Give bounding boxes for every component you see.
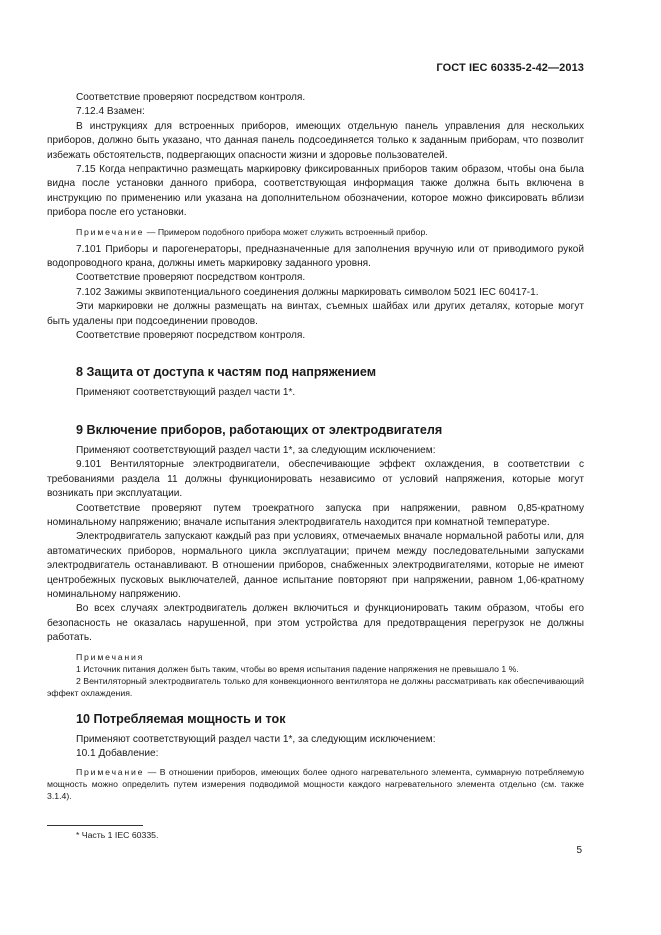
- note-text: Примером подобного прибора может служить встроенный прибор.: [157, 226, 428, 237]
- paragraph: В инструкциях для встроенных приборов, имеющих отдельную панель управления для нескольких приборов, должно быть указано, что данная панель подсоединяется только к заданным приборам, что позволит избежать обстоятельств, подвергающих опасности жизни и здоровье пользователей.: [47, 120, 584, 161]
- footnote-divider: [47, 825, 143, 826]
- paragraph: Соответствие проверяют посредством контроля.: [76, 330, 306, 342]
- paragraph: Применяют соответствующий раздел части 1*, за следующим исключением:: [76, 444, 436, 456]
- note: 1 Источник питания должен быть таким, чтобы во время испытания падение напряжения не превышало 1 %.: [76, 663, 519, 674]
- section-heading-8: 8 Защита от доступа к частям под напряжением: [76, 364, 377, 379]
- paragraph: Применяют соответствующий раздел части 1*.: [76, 386, 296, 398]
- paragraph: Во всех случаях электродвигатель должен включиться и функционировать таким образом, чтобы его безопасность не оказалась нарушенной, при этом устройства для предотвращения перегрузок не должны работать.: [47, 603, 584, 644]
- page-number: 5: [576, 845, 582, 856]
- paragraph: Электродвигатель запускают каждый раз при условиях, отмечаемых вначале нормальной работы или, для автоматических приборов, нормального цикла эксплуатации; причем между последовательными запусками электродвигатель останавливают. В отношении приборов, снабженных электродвигателями, которые не имеют центробежных пусковых выключателей, данное испытание повторяют при напряжении, равном 1,06-кратному номинальному напряжению.: [47, 531, 584, 600]
- paragraph: Соответствие проверяют путем троекратного запуска при напряжении, равном 0,85-кратному номинальному напряжению; вначале испытания электродвигатель находится при комнатной температуре.: [47, 502, 584, 528]
- document-body: [47, 91, 584, 802]
- note-dash: —: [144, 226, 158, 237]
- note-dash: —: [144, 767, 160, 778]
- note: [47, 226, 584, 238]
- paragraph: 7.102 Зажимы эквипотенциального соединения должны маркировать символом 5021 IEC 60417-1.: [76, 286, 539, 298]
- paragraph: 9.101 Вентиляторные электродвигатели, обеспечивающие эффект охлаждения, в соответствии с требованиями раздела 11 должны функционировать независимо от условий напряжения, которые могут возникать при эксплуатации.: [47, 459, 584, 500]
- section-heading-9: 9 Включение приборов, работающих от электродвигателя: [76, 422, 443, 437]
- paragraph: Применяют соответствующий раздел части 1*, за следующим исключением:: [76, 733, 436, 745]
- note-text: В отношении приборов, имеющих более одного нагревательного элемента, суммарную потребляемую мощность можно определить путем измерения подводимой мощности каждого нагревательного элемента отдельно (см. также 3.1.4).: [47, 767, 584, 802]
- note-label: Примечание: [76, 226, 145, 237]
- paragraph: Эти маркировки не должны размещать на винтах, съемных шайбах или других деталях, которые могут быть удалены при подсоединении проводов.: [47, 301, 584, 327]
- notes-label: Примечания: [76, 651, 145, 662]
- paragraph: Соответствие проверяют посредством контроля.: [76, 92, 306, 103]
- standard-code: ГОСТ IEC 60335-2-42—2013: [436, 62, 584, 74]
- paragraph: 7.101 Приборы и парогенераторы, предназначенные для заполнения вручную или от приводимого рукой водопроводного крана, должны иметь маркировку заданного уровня.: [47, 243, 584, 270]
- note: [47, 766, 584, 802]
- footnote: * Часть 1 IEC 60335.: [76, 830, 159, 840]
- section-heading-10: 10 Потребляемая мощность и ток: [76, 711, 286, 726]
- paragraph: Соответствие проверяют посредством контроля.: [76, 272, 306, 284]
- paragraph: 7.12.4 Взамен:: [76, 106, 145, 118]
- note-label: Примечание: [76, 767, 145, 778]
- note: 2 Вентиляторный электродвигатель только для конвекционного вентилятора не должны рассматривать как обеспечивающий эффект охлаждения.: [47, 675, 584, 698]
- paragraph: 10.1 Добавление:: [76, 748, 159, 759]
- paragraph: 7.15 Когда непрактично размещать маркировку фиксированных приборов таким образом, чтобы она была видна после установки данного прибора, соответствующая информация также должна быть включена в инструкцию по применению или указана на дополнительном обозначении, которое можно фиксировать вблизи прибора после его установки.: [47, 164, 584, 219]
